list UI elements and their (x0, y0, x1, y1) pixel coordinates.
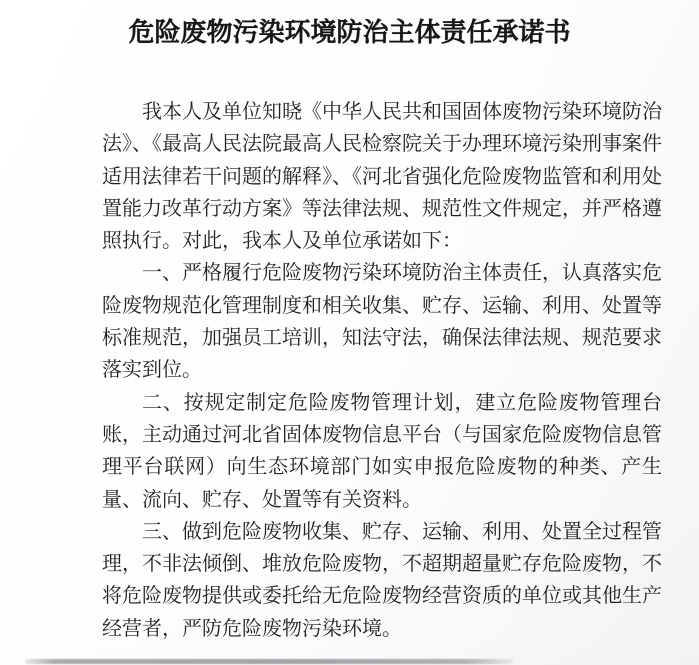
paragraph-intro: 我本人及单位知晓《中华人民共和国固体废物污染环境防治法》、《最高人民法院最高人民检察院关于办理环境污染刑事案件适用法律若干问题的解释》、《河北省强化危险废物监管和利用处置能力改革行动方案》等法律法规、规范性文件规定，并严格遵照执行。对此，我本人及单位承诺如下： (102, 101, 662, 253)
paragraph-item-2: 二、按规定制定危险废物管理计划，建立危险废物管理台账，主动通过河北省固体废物信息平台（与国家危险废物信息管理平台联网）向生态环境部门如实申报危险废物的种类、产生量、流向、贮存、处置等有关资料。 (102, 391, 662, 511)
photo-edge-shadow (25, 659, 513, 664)
paragraph-item-1: 一、严格履行危险废物污染环境防治主体责任，认真落实危险废物规范化管理制度和相关收集、贮存、运输、利用、处置等标准规范，加强员工培训，知法守法，确保法律法规、规范要求落实到位。 (102, 262, 662, 382)
document-body (102, 96, 662, 645)
paragraph-item-3: 三、做到危险废物收集、贮存、运输、利用、处置全过程管理，不非法倾倒、堆放危险废物，不超期超量贮存危险废物，不将危险废物提供或委托给无危险废物经营资质的单位或其他生产经营者，严防危险废物污染环境。 (102, 520, 662, 640)
document-title: 危险废物污染环境防治主体责任承诺书 (128, 18, 571, 47)
